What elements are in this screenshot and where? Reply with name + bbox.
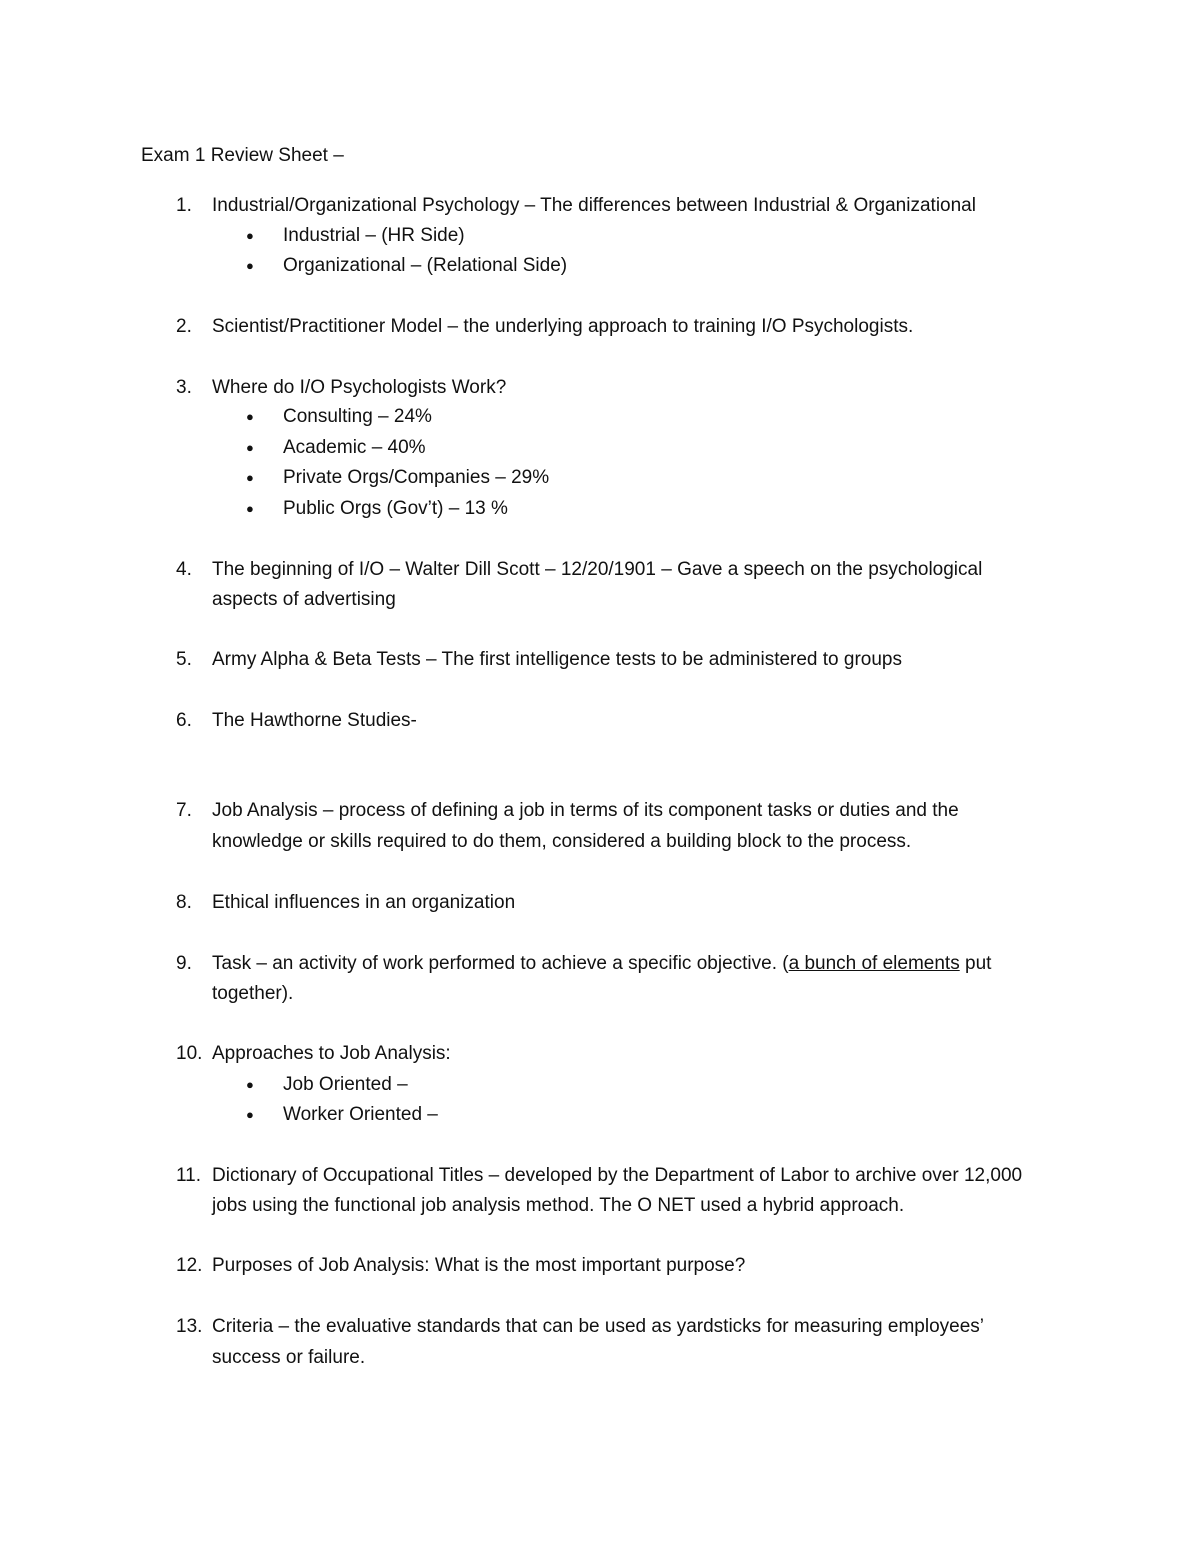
item-text-continued: knowledge or skills required to do them, considered a building block to the process.	[212, 831, 912, 852]
item-text: Dictionary of Occupational Titles – developed by the Department of Labor to archive over 12,000	[212, 1165, 1023, 1186]
bullet-icon: ●	[246, 1077, 254, 1092]
item-text: The beginning of I/O – Walter Dill Scott – 12/20/1901 – Gave a speech on the psychological	[212, 559, 983, 580]
item-number: 12.	[176, 1255, 203, 1276]
sub-item-text: Industrial – (HR Side)	[283, 225, 465, 246]
bullet-icon: ●	[246, 409, 254, 424]
sub-item-text: Worker Oriented –	[283, 1104, 438, 1125]
bullet-icon: ●	[246, 470, 254, 485]
bullet-icon: ●	[246, 501, 254, 516]
item-text-continued: jobs using the functional job analysis method. The O NET used a hybrid approach.	[212, 1195, 905, 1216]
item-number: 11.	[176, 1165, 202, 1186]
item-text: Job Analysis – process of defining a job in terms of its component tasks or duties and the	[212, 800, 959, 821]
item-text-part: put	[959, 953, 992, 974]
item-text: The Hawthorne Studies-	[212, 710, 417, 731]
item-number: 13.	[176, 1316, 203, 1337]
item-number: 2.	[176, 316, 192, 337]
item-number: 8.	[176, 892, 192, 913]
item-text-continued: success or failure.	[212, 1347, 366, 1368]
sub-item-text: Organizational – (Relational Side)	[283, 255, 568, 276]
item-text: Industrial/Organizational Psychology – The differences between Industrial & Organizational	[212, 195, 976, 216]
item-number: 5.	[176, 649, 192, 670]
item-number: 4.	[176, 559, 192, 580]
bullet-icon: ●	[246, 1107, 254, 1122]
sub-item-text: Job Oriented –	[283, 1074, 408, 1095]
item-text: Army Alpha & Beta Tests – The first intelligence tests to be administered to groups	[212, 649, 902, 670]
sub-item-text: Consulting – 24%	[283, 406, 432, 427]
sub-item-text: Private Orgs/Companies – 29%	[283, 467, 550, 488]
item-text: Where do I/O Psychologists Work?	[212, 377, 507, 398]
bullet-icon: ●	[246, 440, 254, 455]
item-number: 1.	[176, 195, 192, 216]
sub-item-text: Academic – 40%	[283, 437, 426, 458]
item-number: 6.	[176, 710, 192, 731]
bullet-icon: ●	[246, 258, 254, 273]
item-text-continued: together).	[212, 983, 294, 1004]
item-number: 10.	[176, 1043, 203, 1064]
item-text: Ethical influences in an organization	[212, 892, 516, 913]
item-number: 7.	[176, 800, 192, 821]
item-number: 3.	[176, 377, 192, 398]
item-text: Purposes of Job Analysis: What is the most important purpose?	[212, 1255, 746, 1276]
item-text-continued: aspects of advertising	[212, 589, 396, 610]
item-text: Criteria – the evaluative standards that can be used as yardsticks for measuring employees’	[212, 1316, 985, 1337]
document-title: Exam 1 Review Sheet –	[141, 145, 344, 166]
sub-item-text: Public Orgs (Gov’t) – 13 %	[283, 498, 508, 519]
item-text-part: Task – an activity of work performed to achieve a specific objective. (	[212, 953, 789, 974]
bullet-icon: ●	[246, 228, 254, 243]
item-text	[212, 952, 991, 976]
underlined-phrase: a bunch of elements	[788, 953, 960, 974]
item-text: Scientist/Practitioner Model – the underlying approach to training I/O Psychologists.	[212, 316, 914, 337]
item-text: Approaches to Job Analysis:	[212, 1043, 451, 1064]
item-number: 9.	[176, 953, 192, 974]
